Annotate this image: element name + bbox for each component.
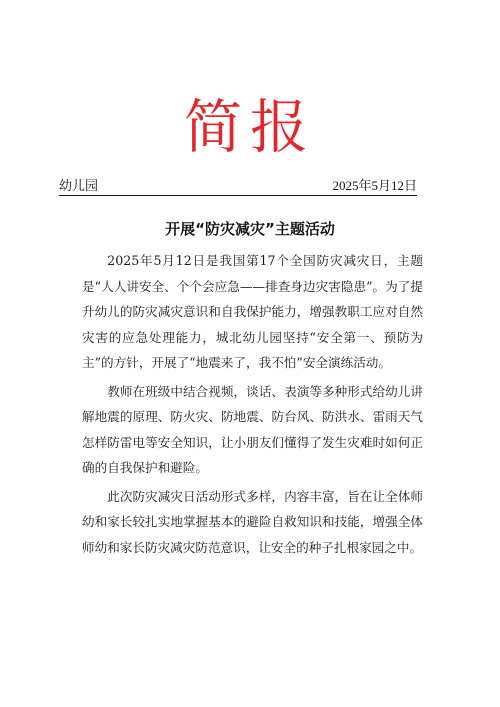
- meta-row: [59, 178, 417, 196]
- article-title: 开展“防灾减灾”主题活动: [165, 220, 335, 238]
- masthead-title: 简报: [183, 93, 316, 161]
- paragraph: 2025年5月12日是我国第17个全国防灾减灾日，主题是“人人讲安全、个个会应急——排查身边灾害隐患”。为了提升幼儿的防灾减灾意识和自我保护能力，增强教职工应对自然灾害的应急处理能力，城北幼儿园坚持“安全第一、预防为主”的方针，开展了“地震来了，我不怕”安全演练活动。: [82, 253, 423, 370]
- article-body: [82, 248, 423, 563]
- paragraph: 教师在班级中结合视频，谈话、表演等多种形式给幼儿讲解地震的原理、防火灾、防地震、防台风、防洪水、雷雨天气怎样防雷电等安全知识，让小朋友们懂得了发生灾难时如何正确的自我保护和避险。: [82, 383, 423, 475]
- organization-name: 幼儿园: [59, 178, 99, 193]
- paragraph: 此次防灾减灾日活动形式多样，内容丰富，旨在让全体师幼和家长较扎实地掌握基本的避险自救知识和技能，增强全体师幼和家长防灾减灾防范意识，让安全的种子扎根家园之中。: [82, 488, 423, 555]
- issue-date: 2025年5月12日: [332, 178, 417, 193]
- header-divider: [59, 195, 417, 196]
